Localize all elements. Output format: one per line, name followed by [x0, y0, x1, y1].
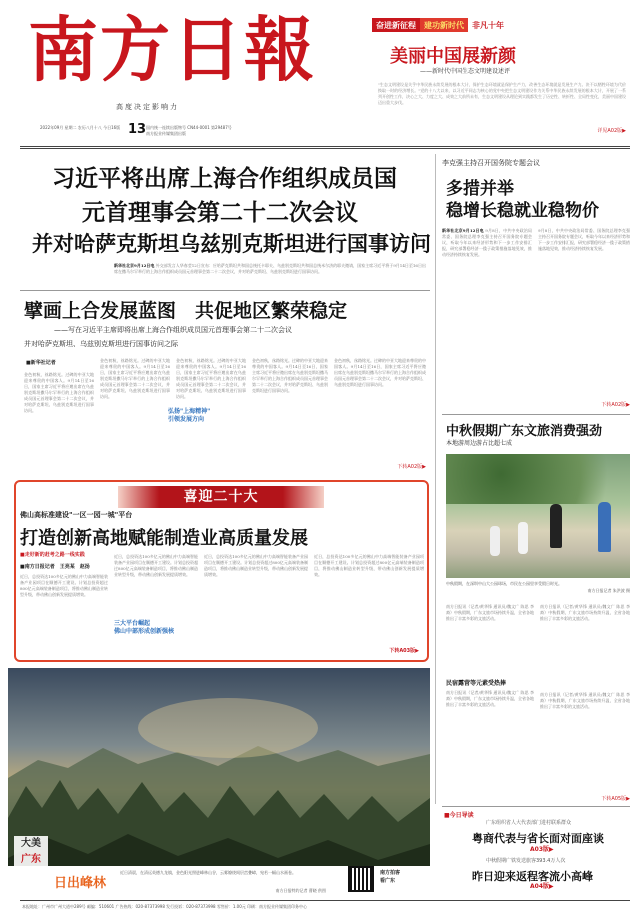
- right-body-2: 9月8日，中共中央政治局常委、国务院总理李克强主持召开国务院专题会议，听取今年以来经济形势和下一步工作安排汇报，研究部署稳经济一揽子政策措施落地见效，推动经济持续恢复发展。: [538, 228, 630, 251]
- photo-child-2: [518, 522, 528, 554]
- feature-box: [14, 480, 429, 662]
- br-sec1-title: 民宿露营等元素受热捧: [446, 680, 507, 687]
- today-item1-pre: 广东组织省人大代表部门进村联系群众: [486, 820, 572, 826]
- holiday-story: [442, 420, 630, 600]
- today-item2-page[interactable]: A04版▶: [530, 883, 554, 890]
- today-item2-pre: 中秋假期广铁发送旅客393.4万人次: [486, 858, 566, 864]
- masthead-slogan: 高度决定影响力: [116, 103, 179, 111]
- right-text: 9月8日，中共中央政治局常委、国务院总理李克强主持召开国务院专题会议，听取今年以来经济形势和下一步工作安排汇报，研究部署稳经济一揽子政策措施落地见效，推动经济持续恢复发展。: [442, 228, 532, 257]
- lead-headline-2: 元首理事会第二十二次会议: [82, 199, 358, 226]
- today-item1-page[interactable]: A03版▶: [530, 846, 554, 853]
- landscape-photo: [8, 668, 430, 890]
- second-headline: 擘画上合发展蓝图 共促地区繁荣稳定: [24, 300, 348, 322]
- masthead-meta-date: 2022年09月 星期二 农历八月十八 今日16版: [40, 125, 121, 130]
- masthead-meta-publisher: 南方报业传媒集团出版: [146, 131, 186, 136]
- masthead: [20, 8, 370, 136]
- footer-text: 本报地址：广州市广州大道中289号 邮编：510601 广告热线：020-87373998 发行投诉：020-87373998 零售价：1.00元 印刷：南方报业传媒集团印务中心: [22, 904, 308, 909]
- issue-number: 13: [128, 122, 147, 137]
- second-col-2: 金色初秋，丝路铭光。过碑的中亚大地迎来尊贵的中国客人。9月14日至16日，国家主席习近平将应邀出席在乌兹别克斯坦撒马尔罕举行的上海合作组织成员国元首理事会第二十二次会议，并对哈萨克斯坦、乌兹别克斯坦进行国事访问。: [100, 358, 170, 399]
- second-subhead-2: 并对哈萨克斯坦、乌兹别克斯坦进行国事访问之际: [24, 340, 178, 348]
- feature-inset: [114, 620, 198, 636]
- photo-person-2: [598, 502, 611, 552]
- banner-more[interactable]: 详见A02版▶: [597, 128, 626, 134]
- second-inset-title-2: 引领发展方向: [168, 416, 205, 423]
- lead-text: 外交部发言人华春莹12日宣布：应哈萨克斯坦共和国总统托卡耶夫、乌兹别克斯坦共和国总统米尔济约耶夫邀请，国家主席习近平将于9月14日至16日出席在撒马尔罕举行的上海合作组织成员国元首理事会第二十二次会议，并对哈萨克斯坦、乌兹别克斯坦进行国事访问。: [114, 263, 426, 274]
- divider-left-1: [20, 290, 430, 291]
- second-col-1: 金色初秋，丝路铭光。过碑的中亚大地迎来尊贵的中国客人。9月14日至16日，国家主席习近平将应邀出席在乌兹别克斯坦撒马尔罕举行的上海合作组织成员国元首理事会第二十二次会议，并对哈萨克斯坦、乌兹别克斯坦进行国事访问。: [24, 372, 94, 413]
- photo-seal-line-2: 广东: [21, 854, 41, 865]
- masthead-title: 南方日報: [28, 8, 316, 91]
- today-label: ■今日导读: [444, 812, 474, 819]
- second-byline: ■新华社记者: [26, 360, 56, 366]
- feature-more[interactable]: 下转A03版▶: [389, 648, 419, 654]
- photo-credit: 南方日报特约记者 曹晓 供图: [275, 888, 326, 893]
- right-body-1: [442, 228, 532, 400]
- banner-tags: [372, 18, 508, 32]
- lead-headline-3: 并对哈萨克斯坦乌兹别克斯坦进行国事访问: [32, 231, 431, 256]
- right-story: [442, 160, 630, 410]
- feature-headline: 打造创新高地赋能制造业高质量发展: [20, 528, 308, 549]
- second-subhead: ——写在习近平主席即将出席上海合作组织成员国元首理事会第二十二次会议: [54, 326, 292, 334]
- holiday-credit: 南方日报记者 朱洪波 摄: [587, 588, 630, 593]
- bottom-right: [442, 604, 630, 804]
- sun-glow: [138, 698, 318, 758]
- br-col-1: 南方日报讯（记者/黄华锋 通讯员/魏文广 陈思 李裔）中秋假期，广东文旅市场持续升温，全省各地推出了丰富多彩的文旅活动。: [446, 604, 534, 621]
- second-col-4: 金色初秋，丝路铭光。过碑的中亚大地迎来尊贵的中国客人。9月14日至16日，国家主席习近平将应邀出席在乌兹别克斯坦撒马尔罕举行的上海合作组织成员国元首理事会第二十二次会议，并对哈萨克斯坦、乌兹别克斯坦进行国事访问。: [252, 358, 328, 393]
- second-inset: [168, 408, 218, 424]
- feature-inset-line-1: 三大平台崛起: [114, 620, 151, 627]
- second-col-5: 金色初秋，丝路铭光。过碑的中亚大地迎来尊贵的中国客人。9月14日至16日，国家主席习近平将应邀出席在乌兹别克斯坦撒马尔罕举行的上海合作组织成员国元首理事会第二十二次会议，并对哈萨克斯坦、乌兹别克斯坦进行国事访问。: [334, 358, 426, 387]
- photo-tree-canopy: [446, 454, 630, 504]
- mountain-silhouettes: [8, 668, 430, 890]
- right-pre: 李克强主持召开国务院专题会议: [442, 159, 540, 167]
- divider-right-1: [442, 414, 630, 415]
- feature-col-4: 近日，总投资达100多亿元的佛山中力高端智能装备产业园项目在顺德开工建设。计划总投资超过800亿元高端装备制造项目，将推动佛山制造业转型升级，带动佛山创新发展提质增效。: [314, 554, 424, 577]
- holiday-photo: [446, 454, 630, 578]
- photo-seal-line-1: 大美: [21, 838, 41, 849]
- qr-label: 南方拍客: [380, 870, 401, 876]
- qr-code-icon[interactable]: [348, 866, 374, 892]
- holiday-caption: 中秋假期，在深圳中山大公园球场，市民在公园里享受假日时光。: [446, 581, 562, 586]
- br-col-3: 南方日报讯（记者/黄华锋 通讯员/魏文广 陈思 李裔）中秋假期，广东文旅市场持续升温，全省各地推出了丰富多彩的文旅活动。: [446, 690, 534, 707]
- photo-child-1: [490, 526, 500, 556]
- feature-col-1: 近日，总投资达100多亿元的佛山中力高端智能装备产业园项目在顺德开工建设。计划总投资超过800亿元高端装备制造项目，将推动佛山制造业转型升级，带动佛山创新发展提质增效。: [20, 574, 108, 597]
- photo-caption-title: 日出峰林: [54, 876, 107, 891]
- holiday-subhead: 本地游周边游占比超七成: [446, 440, 513, 447]
- photo-person-1: [550, 504, 562, 548]
- feature-banner: [118, 486, 324, 508]
- qr-label-2: 看广东: [380, 878, 396, 884]
- second-more[interactable]: 下转A02版▶: [397, 464, 426, 470]
- feature-col-2: 近日，总投资达100多亿元的佛山中力高端智能装备产业园项目在顺德开工建设。计划总投资超过800亿元高端装备制造项目，将推动佛山制造业转型升级，带动佛山创新发展提质增效。: [114, 554, 198, 577]
- top-banner: [372, 18, 630, 144]
- vertical-divider: [435, 154, 436, 804]
- lead-story: [20, 160, 430, 285]
- second-inset-title: 弘扬"上海精神": [168, 408, 211, 415]
- right-more[interactable]: 下转A02版▶: [601, 402, 630, 408]
- feature-tag: ■走好新的赶考之路一线实践: [20, 552, 85, 558]
- today-digest: [442, 810, 630, 894]
- feature-kicker: 佛山高标准建设"一区一园一城"平台: [20, 511, 133, 519]
- br-more[interactable]: 下转A05版▶: [601, 796, 630, 802]
- masthead-meta-cn: 国内统一连续出版物号 CN44-0001 第29487号: [146, 125, 232, 130]
- photo-caption: 近日清晨，在清远英德九龙镇，金色阳光照进峰林山谷，云雾缭绕间层峦叠嶂，宛若一幅山水画卷。: [120, 870, 296, 875]
- divider-right-2: [442, 806, 630, 807]
- today-item2[interactable]: 昨日迎来返程客流小高峰: [472, 870, 593, 883]
- feature-inset-line-2: 佛山中部形成创新强核: [114, 628, 175, 635]
- second-col-3: 金色初秋，丝路铭光。过碑的中亚大地迎来尊贵的中国客人。9月14日至16日，国家主席习近平将应邀出席在乌兹别克斯坦撒马尔罕举行的上海合作组织成员国元首理事会第二十二次会议，并对哈萨克斯坦、乌兹别克斯坦进行国事访问。: [176, 358, 246, 399]
- footer-rule: [20, 900, 630, 901]
- top-rule: [20, 146, 630, 147]
- banner-tag-2: 建功新时代: [420, 18, 468, 32]
- feature-banner-text: 喜迎二十大: [183, 489, 259, 505]
- photo-caption-bar: [8, 866, 430, 894]
- second-story: [20, 296, 430, 474]
- feature-col-3: 近日，总投资达100多亿元的佛山中力高端智能装备产业园项目在顺德开工建设。计划总投资超过800亿元高端装备制造项目，将推动佛山制造业转型升级，带动佛山创新发展提质增效。: [204, 554, 308, 577]
- banner-tag-1: 奋进新征程: [372, 18, 420, 32]
- right-byline: 新华社北京9月12日电: [442, 228, 484, 233]
- right-headline-1: 多措并举: [446, 179, 514, 199]
- br-col-4: 南方日报讯（记者/黄华锋 通讯员/魏文广 陈思 李裔）中秋假期，广东文旅市场持续升温，全省各地推出了丰富多彩的文旅活动。: [540, 692, 630, 709]
- lead-byline: 新华社北京9月12日电: [114, 263, 155, 268]
- holiday-headline: 中秋假期广东文旅消费强劲: [446, 424, 603, 439]
- top-rule-2: [20, 148, 630, 149]
- photo-seal: [14, 836, 48, 870]
- banner-tag-3: 非凡十年: [472, 21, 504, 30]
- feature-byline: ■南方日报记者 王亮某 赵扬: [20, 564, 90, 570]
- lead-body: [114, 263, 426, 283]
- banner-headline: 美丽中国展新颜: [390, 46, 516, 67]
- banner-blurb: "生态文明建设是关乎中华民族永续发展的根本大计，保护生态环境就是保护生产力，改善生态环境就是发展生产力。决不以牺牲环境为代价换取一时的经济增长。"党的十八大以来，以习近平同志为核心的党中央把生态文明建设作为关系中华民族永续发展的根本大计，开展了一系列开创性工作，决心之大、力度之大、成效之大前所未有，生态文明建设从理论到实践都发生了历史性、转折性、全局性变化，美丽中国建设迈出重大步伐。: [378, 82, 626, 105]
- banner-subhead: ——新时代中国生态文明建设述评: [420, 68, 511, 75]
- today-item1[interactable]: 粤商代表与省长面对面座谈: [472, 832, 604, 845]
- lead-headline-1: 习近平将出席上海合作组织成员国: [52, 165, 397, 192]
- right-headline-2: 稳增长稳就业稳物价: [446, 201, 599, 221]
- br-col-2: 南方日报讯（记者/黄华锋 通讯员/魏文广 陈思 李裔）中秋假期，广东文旅市场持续升温，全省各地推出了丰富多彩的文旅活动。: [540, 604, 630, 621]
